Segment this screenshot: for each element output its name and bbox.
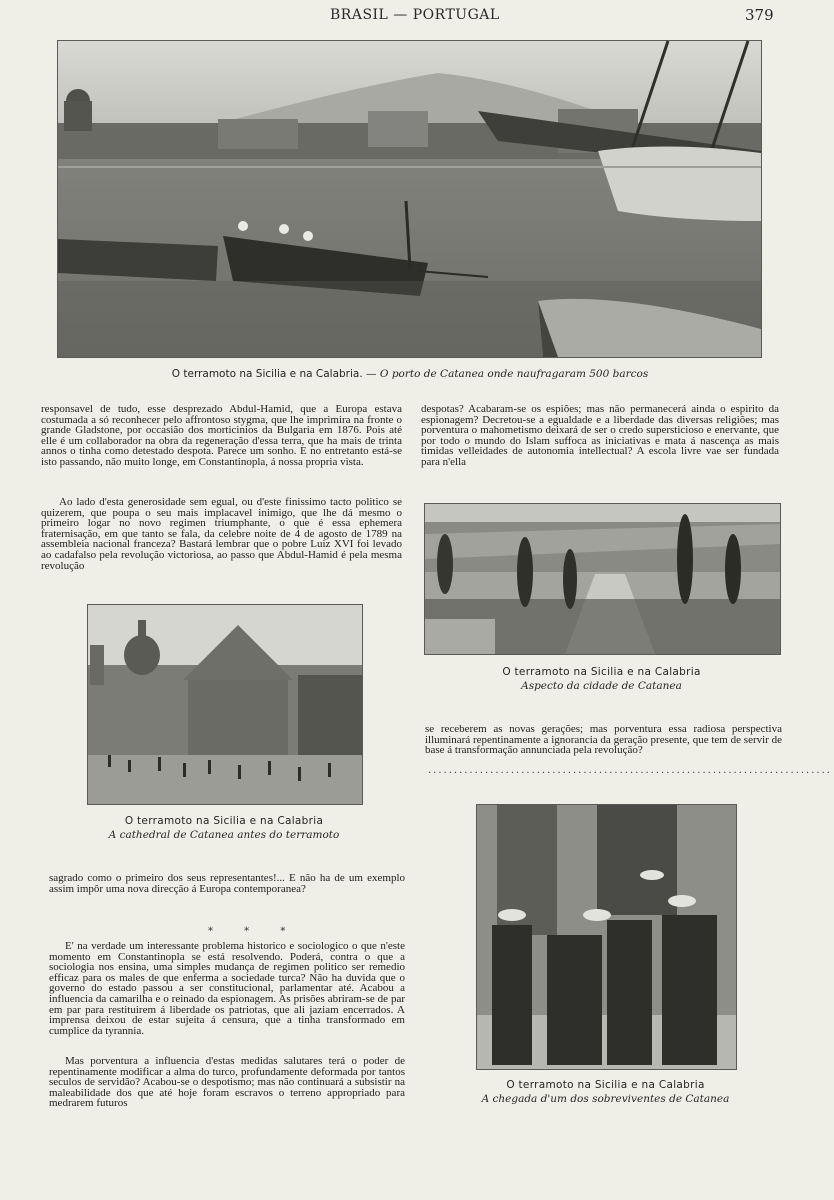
cathedral-caption-subtitle: A cathedral de Catanea antes do terramoto (108, 829, 340, 841)
survivors-caption-title: O terramoto na Sicilia e na Calabria (506, 1079, 705, 1091)
harbor-caption (60, 365, 760, 381)
harbor-caption-subtitle: O porto de Catanea onde naufragaram 500 barcos (379, 368, 649, 380)
article-right-paragraph-1: despotas? Acabaram-se os espiões; mas não permanecerá ainda o espirito da espionagem? Decretou-se a egualdade e a liberdade das diversas religiões; mas porventura o mahometismo deixará de ser o credo supersticioso e enervante, que por todo o mundo do Islam suffoca as iniciativas e mata á nascença as mais timidas velleidades de autonomia intellectual? A escola livre vae ser fundada para n'ella (421, 403, 779, 468)
cathedral-photo (87, 604, 363, 805)
survivors-caption-subtitle: A chegada d'um dos sobreviventes de Catanea (481, 1093, 730, 1105)
article-left-paragraph-5: Mas porventura a influencia d'estas medidas salutares terá o poder de repentinamente modificar a alma do turco, profundamente deformada por tantos seculos de servidão? Acabou-se o despotismo; mas não continuará a subsistir na maleabilidade dos que até hoje foram escravos o terreno appropriado para medrarem futuros (49, 1055, 405, 1110)
survivors-photo (476, 804, 737, 1070)
article-left-paragraph-1: responsavel de tudo, esse desprezado Abdul-Hamid, que a Europa estava costumada a só reconhecer pelo affrontoso stygma, que lhe imprimira na fronte o grande Gladstone, por occasião dos morticinios da Bulgaria em 1876. Pois até elle é um collaborador na obra da regeneração d'essa terra, que ha mais de trinta annos o tinha como detestado despota. Parece um sonho. E no entretanto está-se isto passando, não muito longe, em Constantinopla, á nossa propria vista. (41, 403, 402, 468)
survivors-caption (476, 1078, 735, 1106)
article-left-paragraph-4: E' na verdade um interessante problema historico e sociologico o que n'este momento em Constantinopla se está resolvendo. Poderá, contra o que a sociologia nos ensina, uma simples mudança de regimen politico ser remedio efficaz para os males de que enferma a sociedade turca? Não ha duvida que o governo do estado passou a ser constitucional, parlamentar até. Acabou a influencia da camarilha e o reinado da espionagem. As prisões abriram-se de par em par para restituirem á liberdade os patriotas, que ali jaziam encerrados. A imprensa deixou de estar sujeita á censura, que a tinha transformado em cumplice da tyrannia. (49, 940, 405, 1037)
page-number: 379 (745, 6, 774, 24)
harbor-photo (57, 40, 762, 358)
cathedral-caption-title: O terramoto na Sicilia e na Calabria (124, 815, 324, 827)
page-header (0, 4, 834, 24)
harbor-caption-title: O terramoto na Sicilia e na Calabria. (171, 368, 363, 380)
city-caption-title: O terramoto na Sicilia e na Calabria (502, 666, 701, 678)
harbor-caption-separator: — (366, 368, 377, 380)
running-title: BRASIL — PORTUGAL (330, 7, 500, 23)
cathedral-caption (87, 814, 361, 842)
city-photo (424, 503, 781, 655)
city-caption-subtitle: Aspecto da cidade de Catanea (521, 680, 682, 692)
article-right-paragraph-2: se receberem as novas gerações; mas porventura essa radiosa perspectiva illuminará repentinamente a ignorancia da geração presente, que tem de servir de base á transformação annunciada pela revolução? (425, 723, 782, 757)
section-separator: * * * (208, 926, 300, 937)
dotted-leader: .............................................................................. (428, 765, 832, 776)
city-caption (424, 665, 779, 693)
article-left-paragraph-3: sagrado como o primeiro dos seus representantes!... E não ha de um exemplo assim impôr uma nova direcção á Europa contemporanea? (49, 872, 405, 895)
article-left-paragraph-2: Ao lado d'esta generosidade sem egual, ou d'este finissimo tacto politico se quizerem, que poupa o seu mais implacavel inimigo, que lhe dá mesmo o primeiro logar no novo regimen triumphante, o que é essa ephemera fraternisação, em que tanto se fala, da celebre noite de 4 de agosto de 1789 na assembleia nacional franceza? Bastará lembrar que o pobre Luiz XVI foi levado ao cadafalso pela revolução victoriosa, ao passo que Abdul-Hamid é pela mesma revolução (41, 496, 402, 572)
